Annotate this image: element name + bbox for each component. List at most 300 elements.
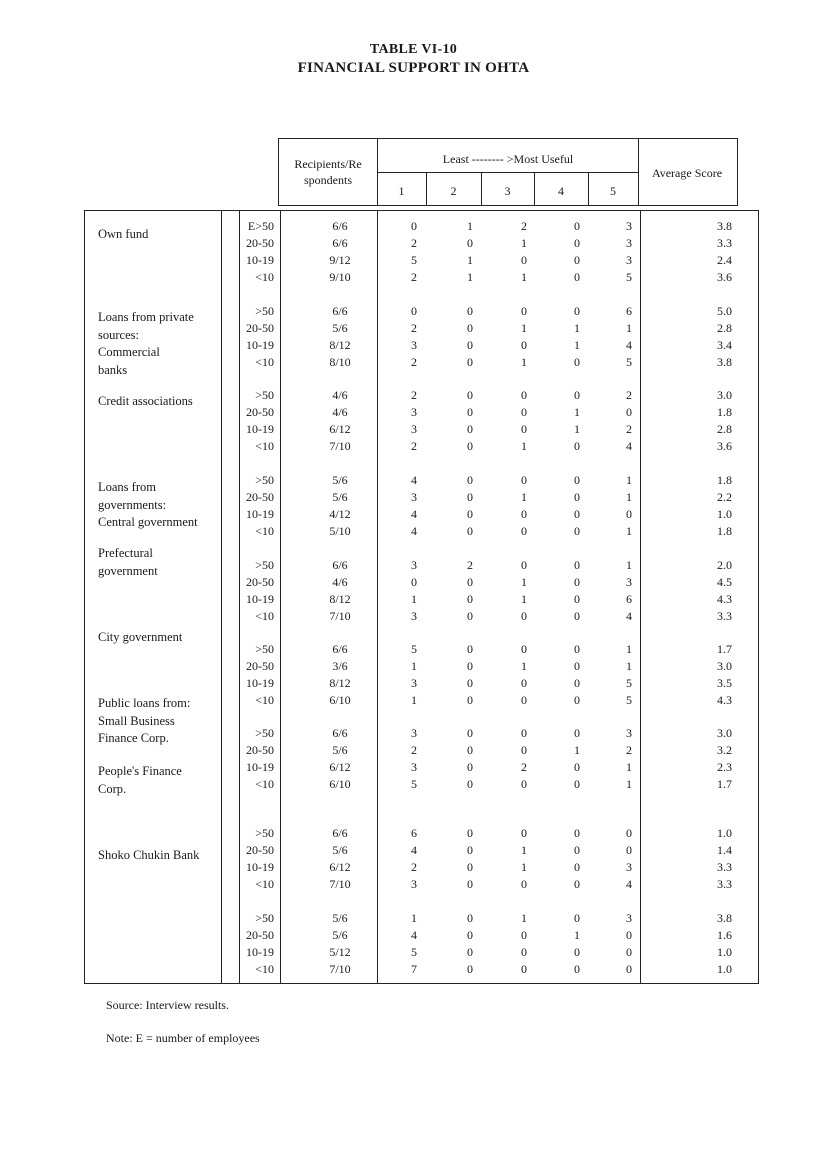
usefulness-count-cell: 1 [521, 439, 527, 453]
firm-size-cell: 20-50 [246, 843, 274, 857]
firm-size-cell: <10 [255, 693, 274, 707]
usefulness-count-cell: 2 [626, 743, 632, 757]
average-score-cell: 4.3 [717, 592, 732, 606]
col-header-2: 2 [450, 184, 457, 198]
usefulness-count-cell: 6 [411, 826, 417, 840]
group-label: banks [98, 362, 128, 377]
group-label: Prefectural [98, 546, 153, 560]
usefulness-count-cell: 0 [521, 388, 527, 402]
source-note: Source: Interview results. [106, 998, 229, 1012]
firm-size-cell: >50 [255, 911, 274, 925]
respondents-cell: 6/12 [329, 422, 351, 436]
group-label: Credit associations [98, 394, 193, 408]
usefulness-count-cell: 0 [521, 422, 527, 436]
respondents-cell: 5/12 [329, 945, 351, 959]
usefulness-count-cell: 2 [411, 388, 417, 402]
respondents-cell: 6/6 [332, 219, 348, 233]
usefulness-count-cell: 0 [467, 642, 473, 656]
usefulness-count-cell: 3 [411, 877, 417, 891]
group-label: Corp. [98, 781, 127, 796]
usefulness-count-cell: 0 [574, 507, 580, 521]
average-score-cell: 3.5 [717, 676, 732, 690]
usefulness-count-cell: 0 [574, 659, 580, 673]
respondents-cell: 8/12 [329, 338, 351, 352]
group-label: Loans from private [98, 310, 194, 324]
usefulness-count-cell: 3 [626, 860, 632, 874]
usefulness-count-cell: 0 [574, 236, 580, 250]
respondents-cell: 5/10 [329, 524, 351, 538]
usefulness-count-cell: 0 [574, 473, 580, 487]
usefulness-count-cell: 1 [574, 422, 580, 436]
respondents-cell: 6/10 [329, 693, 351, 707]
average-score-cell: 2.8 [717, 321, 732, 335]
group-label: Shoko Chukin Bank [98, 848, 200, 862]
usefulness-count-cell: 1 [626, 473, 632, 487]
usefulness-count-cell: 4 [411, 928, 417, 942]
firm-size-cell: <10 [255, 439, 274, 453]
usefulness-count-cell: 4 [626, 338, 632, 352]
usefulness-count-cell: 1 [467, 270, 473, 284]
average-score-cell: 2.0 [717, 558, 732, 572]
usefulness-count-cell: 1 [467, 253, 473, 267]
group-label: Central government [98, 515, 198, 529]
firm-size-cell: 10-19 [246, 945, 274, 959]
firm-size-cell: <10 [255, 777, 274, 791]
usefulness-count-cell: 0 [521, 826, 527, 840]
usefulness-count-cell: 0 [574, 253, 580, 267]
respondents-cell: 4/12 [329, 507, 351, 521]
average-score-cell: 3.8 [717, 355, 732, 369]
usefulness-count-cell: 0 [467, 236, 473, 250]
usefulness-count-cell: 0 [467, 843, 473, 857]
usefulness-count-cell: 1 [574, 928, 580, 942]
usefulness-count-cell: 0 [626, 826, 632, 840]
group-label: governments: [98, 497, 167, 512]
usefulness-count-cell: 0 [467, 405, 473, 419]
firm-size-cell: 20-50 [246, 405, 274, 419]
average-score-cell: 2.8 [717, 422, 732, 436]
group-label: City government [98, 630, 183, 644]
usefulness-count-cell: 3 [411, 405, 417, 419]
respondents-cell: 5/6 [332, 911, 348, 925]
usefulness-count-cell: 0 [574, 945, 580, 959]
usefulness-count-cell: 0 [574, 642, 580, 656]
group-label: Finance Corp. [98, 731, 169, 745]
respondents-cell: 9/10 [329, 270, 351, 284]
usefulness-count-cell: 0 [574, 304, 580, 318]
usefulness-count-cell: 0 [467, 524, 473, 538]
average-score-cell: 1.4 [717, 843, 732, 857]
usefulness-count-cell: 3 [411, 338, 417, 352]
respondents-cell: 4/6 [332, 405, 348, 419]
average-score-cell: 3.3 [717, 877, 732, 891]
firm-size-cell: 10-19 [246, 507, 274, 521]
firm-size-cell: 10-19 [246, 860, 274, 874]
usefulness-count-cell: 0 [574, 388, 580, 402]
respondents-cell: 5/6 [332, 490, 348, 504]
group-label: Commercial [98, 345, 160, 359]
usefulness-count-cell: 0 [574, 558, 580, 572]
usefulness-count-cell: 6 [626, 592, 632, 606]
usefulness-count-cell: 0 [467, 726, 473, 740]
usefulness-count-cell: 0 [411, 219, 417, 233]
usefulness-count-cell: 0 [574, 777, 580, 791]
usefulness-count-cell: 0 [521, 945, 527, 959]
usefulness-count-cell: 3 [411, 558, 417, 572]
usefulness-count-cell: 0 [574, 911, 580, 925]
firm-size-cell: 10-19 [246, 253, 274, 267]
usefulness-count-cell: 0 [574, 490, 580, 504]
usefulness-count-cell: 4 [626, 877, 632, 891]
usefulness-count-cell: 3 [626, 236, 632, 250]
usefulness-count-cell: 1 [521, 843, 527, 857]
usefulness-count-cell: 4 [411, 473, 417, 487]
usefulness-count-cell: 0 [574, 676, 580, 690]
usefulness-count-cell: 3 [411, 726, 417, 740]
usefulness-count-cell: 3 [411, 609, 417, 623]
usefulness-count-cell: 0 [574, 877, 580, 891]
respondents-cell: 4/6 [332, 388, 348, 402]
respondents-cell: 5/6 [332, 743, 348, 757]
usefulness-count-cell: 1 [467, 219, 473, 233]
usefulness-count-cell: 5 [411, 253, 417, 267]
usefulness-count-cell: 0 [521, 405, 527, 419]
usefulness-count-cell: 0 [574, 355, 580, 369]
usefulness-count-cell: 0 [521, 642, 527, 656]
average-score-cell: 3.3 [717, 860, 732, 874]
usefulness-count-cell: 0 [467, 388, 473, 402]
usefulness-count-cell: 4 [626, 609, 632, 623]
respondents-cell: 7/10 [329, 962, 351, 976]
table-title: FINANCIAL SUPPORT IN OHTA [297, 60, 530, 76]
respondents-cell: 6/6 [332, 826, 348, 840]
usefulness-count-cell: 2 [411, 743, 417, 757]
usefulness-count-cell: 1 [521, 355, 527, 369]
average-score-cell: 3.8 [717, 219, 732, 233]
average-score-cell: 1.8 [717, 524, 732, 538]
usefulness-count-cell: 0 [467, 860, 473, 874]
usefulness-count-cell: 0 [467, 592, 473, 606]
firm-size-cell: <10 [255, 609, 274, 623]
firm-size-cell: >50 [255, 642, 274, 656]
average-score-cell: 3.3 [717, 236, 732, 250]
usefulness-count-cell: 0 [574, 270, 580, 284]
usefulness-count-cell: 3 [626, 253, 632, 267]
group-label: Loans from [98, 480, 156, 494]
respondents-cell: 5/6 [332, 321, 348, 335]
average-score-cell: 2.4 [717, 253, 732, 267]
average-score-cell: 2.3 [717, 760, 732, 774]
usefulness-count-cell: 0 [467, 338, 473, 352]
average-score-cell: 3.8 [717, 911, 732, 925]
usefulness-count-cell: 0 [574, 843, 580, 857]
average-score-cell: 3.0 [717, 388, 732, 402]
usefulness-count-cell: 1 [574, 405, 580, 419]
usefulness-count-cell: 5 [626, 676, 632, 690]
usefulness-count-cell: 0 [626, 405, 632, 419]
usefulness-count-cell: 2 [411, 236, 417, 250]
firm-size-cell: 20-50 [246, 321, 274, 335]
usefulness-count-cell: 1 [411, 592, 417, 606]
usefulness-count-cell: 2 [521, 760, 527, 774]
usefulness-count-cell: 4 [411, 843, 417, 857]
usefulness-count-cell: 4 [626, 439, 632, 453]
average-score-cell: 3.3 [717, 609, 732, 623]
usefulness-count-cell: 0 [521, 609, 527, 623]
usefulness-count-cell: 0 [574, 524, 580, 538]
usefulness-count-cell: 0 [521, 693, 527, 707]
col-header-1: 1 [398, 184, 405, 198]
firm-size-cell: >50 [255, 473, 274, 487]
firm-size-cell: 20-50 [246, 490, 274, 504]
usefulness-count-cell: 0 [467, 911, 473, 925]
respondents-cell: 8/12 [329, 676, 351, 690]
usefulness-count-cell: 0 [467, 945, 473, 959]
average-score-cell: 1.0 [717, 826, 732, 840]
firm-size-cell: >50 [255, 558, 274, 572]
respondents-cell: 5/6 [332, 843, 348, 857]
respondents-cell: 8/10 [329, 355, 351, 369]
usefulness-count-cell: 1 [626, 760, 632, 774]
col-header-4: 4 [558, 184, 564, 198]
usefulness-count-cell: 1 [626, 321, 632, 335]
firm-size-cell: <10 [255, 877, 274, 891]
usefulness-count-cell: 2 [411, 439, 417, 453]
usefulness-count-cell: 0 [574, 760, 580, 774]
usefulness-count-cell: 4 [411, 524, 417, 538]
respondents-cell: 9/12 [329, 253, 351, 267]
firm-size-cell: >50 [255, 304, 274, 318]
usefulness-count-cell: 2 [626, 422, 632, 436]
usefulness-count-cell: 1 [521, 236, 527, 250]
usefulness-count-cell: 1 [574, 321, 580, 335]
usefulness-count-cell: 3 [411, 422, 417, 436]
usefulness-count-cell: 0 [521, 743, 527, 757]
usefulness-count-cell: 0 [521, 304, 527, 318]
firm-size-cell: E>50 [247, 219, 274, 233]
usefulness-count-cell: 0 [467, 743, 473, 757]
usefulness-count-cell: 5 [411, 945, 417, 959]
usefulness-count-cell: 0 [467, 962, 473, 976]
usefulness-count-cell: 1 [626, 659, 632, 673]
usefulness-count-cell: 2 [467, 558, 473, 572]
respondents-cell: 6/6 [332, 558, 348, 572]
average-score-cell: 5.0 [717, 304, 732, 318]
firm-size-cell: >50 [255, 388, 274, 402]
usefulness-count-cell: 2 [521, 219, 527, 233]
group-label: sources: [98, 327, 139, 342]
usefulness-count-cell: 4 [411, 507, 417, 521]
respondents-cell: 6/6 [332, 236, 348, 250]
usefulness-count-cell: 1 [521, 575, 527, 589]
usefulness-count-cell: 0 [467, 760, 473, 774]
firm-size-cell: 10-19 [246, 676, 274, 690]
firm-size-cell: >50 [255, 826, 274, 840]
respondents-cell: 6/6 [332, 304, 348, 318]
usefulness-count-cell: 0 [411, 304, 417, 318]
usefulness-count-cell: 0 [467, 826, 473, 840]
respondents-cell: 7/10 [329, 877, 351, 891]
usefulness-count-cell: 0 [467, 575, 473, 589]
group-label: government [98, 563, 158, 578]
usefulness-count-cell: 0 [467, 490, 473, 504]
respondents-cell: 6/6 [332, 726, 348, 740]
usefulness-count-cell: 1 [411, 659, 417, 673]
firm-size-cell: >50 [255, 726, 274, 740]
usefulness-count-cell: 1 [411, 693, 417, 707]
average-score-cell: 2.2 [717, 490, 732, 504]
usefulness-count-cell: 0 [467, 928, 473, 942]
usefulness-count-cell: 0 [521, 338, 527, 352]
respondents-cell: 6/12 [329, 760, 351, 774]
usefulness-count-cell: 7 [411, 962, 417, 976]
usefulness-count-cell: 0 [626, 962, 632, 976]
usefulness-count-cell: 1 [626, 524, 632, 538]
average-score-cell: 3.4 [717, 338, 732, 352]
usefulness-count-cell: 0 [574, 826, 580, 840]
usefulness-count-cell: 0 [574, 726, 580, 740]
firm-size-cell: 10-19 [246, 760, 274, 774]
usefulness-count-cell: 0 [467, 422, 473, 436]
firm-size-cell: 20-50 [246, 236, 274, 250]
usefulness-count-cell: 0 [521, 877, 527, 891]
usefulness-count-cell: 2 [626, 388, 632, 402]
average-score-header: Average Score [651, 166, 723, 180]
average-score-cell: 1.7 [717, 642, 732, 656]
usefulness-count-cell: 0 [467, 659, 473, 673]
usefulness-count-cell: 1 [521, 592, 527, 606]
employee-note: Note: E = number of employees [106, 1031, 260, 1045]
usefulness-count-cell: 0 [521, 253, 527, 267]
usefulness-count-cell: 0 [521, 676, 527, 690]
usefulness-count-cell: 0 [467, 609, 473, 623]
average-score-cell: 1.8 [717, 405, 732, 419]
usefulness-count-cell: 3 [411, 760, 417, 774]
usefulness-count-cell: 5 [626, 355, 632, 369]
usefulness-count-cell: 0 [521, 473, 527, 487]
usefulness-count-cell: 1 [574, 338, 580, 352]
usefulness-count-cell: 0 [521, 777, 527, 791]
usefulness-count-cell: 0 [626, 945, 632, 959]
usefulness-header: Least -------- >Most Useful [442, 152, 574, 166]
average-score-cell: 4.5 [717, 575, 732, 589]
usefulness-count-cell: 0 [521, 928, 527, 942]
usefulness-count-cell: 0 [467, 473, 473, 487]
group-label: People's Finance [98, 764, 182, 778]
col-header-5: 5 [610, 184, 616, 198]
usefulness-count-cell: 1 [626, 490, 632, 504]
firm-size-cell: 10-19 [246, 422, 274, 436]
firm-size-cell: 20-50 [246, 928, 274, 942]
usefulness-count-cell: 3 [626, 726, 632, 740]
average-score-cell: 1.6 [717, 928, 732, 942]
group-label: Small Business [98, 713, 175, 728]
average-score-cell: 3.6 [717, 270, 732, 284]
usefulness-count-cell: 1 [521, 270, 527, 284]
respondents-cell: 7/10 [329, 439, 351, 453]
col-header-3: 3 [504, 184, 511, 198]
usefulness-count-cell: 3 [626, 219, 632, 233]
usefulness-count-cell: 0 [467, 355, 473, 369]
usefulness-count-cell: 1 [521, 911, 527, 925]
usefulness-count-cell: 0 [521, 507, 527, 521]
group-label: Own fund [98, 227, 149, 241]
firm-size-cell: 20-50 [246, 743, 274, 757]
respondents-cell: 5/6 [332, 928, 348, 942]
usefulness-count-cell: 0 [574, 592, 580, 606]
respondents-cell: 6/12 [329, 860, 351, 874]
respondents-cell: 5/6 [332, 473, 348, 487]
firm-size-cell: <10 [255, 270, 274, 284]
usefulness-count-cell: 0 [521, 524, 527, 538]
respondents-cell: 4/6 [332, 575, 348, 589]
usefulness-count-cell: 0 [467, 439, 473, 453]
usefulness-count-cell: 0 [626, 928, 632, 942]
firm-size-cell: 20-50 [246, 575, 274, 589]
usefulness-count-cell: 1 [521, 659, 527, 673]
usefulness-count-cell: 0 [521, 726, 527, 740]
usefulness-count-cell: 0 [467, 693, 473, 707]
average-score-cell: 3.0 [717, 659, 732, 673]
respondents-cell: 3/6 [332, 659, 348, 673]
usefulness-count-cell: 1 [521, 490, 527, 504]
usefulness-count-cell: 2 [411, 355, 417, 369]
usefulness-count-cell: 1 [521, 860, 527, 874]
usefulness-count-cell: 1 [626, 642, 632, 656]
average-score-cell: 3.2 [717, 743, 732, 757]
usefulness-count-cell: 0 [574, 575, 580, 589]
usefulness-count-cell: 3 [626, 575, 632, 589]
usefulness-count-cell: 0 [574, 860, 580, 874]
average-score-cell: 1.0 [717, 507, 732, 521]
group-label: Public loans from: [98, 696, 191, 710]
firm-size-cell: 10-19 [246, 338, 274, 352]
usefulness-count-cell: 1 [574, 743, 580, 757]
usefulness-count-cell: 0 [574, 439, 580, 453]
usefulness-count-cell: 0 [467, 877, 473, 891]
average-score-cell: 3.6 [717, 439, 732, 453]
average-score-cell: 4.3 [717, 693, 732, 707]
table-number: TABLE VI-10 [369, 42, 458, 57]
respondents-cell: 8/12 [329, 592, 351, 606]
usefulness-count-cell: 3 [626, 911, 632, 925]
usefulness-count-cell: 0 [574, 609, 580, 623]
usefulness-count-cell: 0 [574, 693, 580, 707]
usefulness-count-cell: 0 [574, 219, 580, 233]
usefulness-count-cell: 1 [411, 911, 417, 925]
usefulness-count-cell: 0 [467, 507, 473, 521]
usefulness-count-cell: 0 [626, 843, 632, 857]
usefulness-count-cell: 5 [626, 693, 632, 707]
usefulness-count-cell: 3 [411, 490, 417, 504]
usefulness-count-cell: 0 [467, 676, 473, 690]
usefulness-count-cell: 2 [411, 321, 417, 335]
average-score-cell: 1.8 [717, 473, 732, 487]
average-score-cell: 1.7 [717, 777, 732, 791]
average-score-cell: 1.0 [717, 945, 732, 959]
respondents-cell: 6/6 [332, 642, 348, 656]
usefulness-count-cell: 0 [521, 962, 527, 976]
usefulness-count-cell: 5 [411, 642, 417, 656]
respondents-cell: 7/10 [329, 609, 351, 623]
usefulness-count-cell: 0 [467, 321, 473, 335]
usefulness-count-cell: 3 [411, 676, 417, 690]
usefulness-count-cell: 2 [411, 860, 417, 874]
usefulness-count-cell: 5 [411, 777, 417, 791]
firm-size-cell: <10 [255, 355, 274, 369]
usefulness-count-cell: 2 [411, 270, 417, 284]
usefulness-count-cell: 0 [467, 777, 473, 791]
